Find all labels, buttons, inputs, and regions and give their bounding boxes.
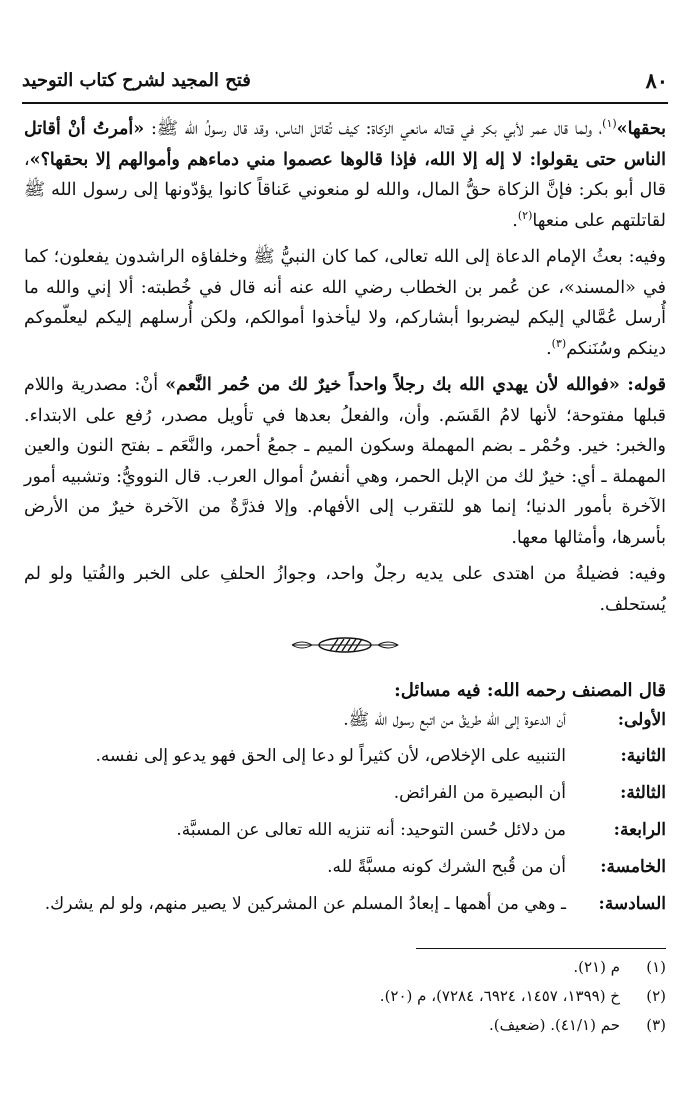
- footnote-separator: [416, 948, 666, 949]
- issue-row: [24, 746, 666, 783]
- footnote-ref-3: (٣): [551, 336, 567, 350]
- issue-row: [24, 857, 666, 894]
- footnote: [24, 958, 666, 987]
- hadith-quote: «فوالله لأن يهدي الله بك رجلاً واحداً خيرٌ لك من حُمر النَّعم»: [165, 375, 620, 395]
- issue-text: من دلائل حُسن التوحيد: أنه تنزيه الله تعالى عن المسبَّة.: [176, 820, 566, 840]
- paragraph-1: [24, 114, 666, 236]
- footnote-ref-2: (٢): [517, 208, 533, 222]
- issue-text: أن من قُبح الشرك كونه مسبَّةً لله.: [327, 857, 566, 877]
- issue-text: ـ وهي من أهمها ـ إبعادُ المسلم عن المشركين لا يصير منهم، ولو لم يشرك.: [44, 894, 566, 914]
- footnotes: [24, 958, 666, 1045]
- main-text: [24, 114, 666, 626]
- issue-label: السادسة:: [598, 894, 666, 914]
- qawluhu-label: قوله:: [619, 375, 666, 395]
- issue-label: الثانية:: [620, 746, 666, 766]
- issue-row: [24, 820, 666, 857]
- issue-label: الأولى:: [617, 710, 666, 730]
- issue-label: الرابعة:: [613, 820, 666, 840]
- issues-title: قال المصنف رحمه الله: فيه مسائل:: [394, 680, 666, 701]
- footnote-text: خ (١٣٩٩، ١٤٥٧، ٦٩٢٤، ٧٢٨٤)، م (٢٠).: [379, 987, 620, 1005]
- page-number: ٨٠: [645, 68, 668, 93]
- issue-row: [24, 894, 666, 931]
- footnote-number: (١): [646, 958, 666, 976]
- issue-label: الثالثة:: [620, 783, 666, 803]
- footnote-text: حم (٤١/١). (ضعيف).: [488, 1016, 620, 1034]
- issue-text: أن البصيرة من الفرائض.: [393, 783, 566, 803]
- paragraph-2: [24, 242, 666, 364]
- footnote: [24, 987, 666, 1016]
- page-header: [22, 62, 668, 104]
- hadith-quote: «أمرتُ أنْ أقاتل الناس حتى يقولوا: لا إله إلا الله، فإذا قالوها عصموا مني دماءهم وأموالهم إلا بحقها؟»: [24, 119, 666, 170]
- footnote-number: (٢): [646, 987, 666, 1005]
- text-run: .: [512, 210, 518, 231]
- issue-text: التنبيه على الإخلاص، لأن كثيراً لو دعا إلى الحق فهو يدعو إلى نفسه.: [95, 746, 566, 766]
- paragraph-4: وفيه: فضيلةُ من اهتدى على يديه رجلٌ واحد، وجوازُ الحلفِ على الخبر والفُتيا ولو لم يُستحلف.: [24, 564, 666, 615]
- running-title: فتح المجيد لشرح كتاب التوحيد: [22, 70, 251, 91]
- footnote-ref-1: (١): [602, 117, 617, 131]
- quote-end: بحقها»: [616, 119, 667, 139]
- text-run: ، ولما قال عمر لأبي بكر في قتاله مانعي الزكاة: كيف تُقاتل الناس، وقد قال رسولُ الله ﷺ:: [144, 119, 603, 139]
- issue-row: [24, 783, 666, 820]
- text-run: وفيه: بعثُ الإمام الدعاة إلى الله تعالى، كما كان النبيُّ ﷺ وخلفاؤه الراشدون يفعلون؛ كما في «المسند»، عن عُمر بن الخطاب رضي الله عنه أنه قال في خُطبته: ألا إني والله ما أُرسل عُمَّالي إليكم ليضربوا أبشاركم، ولا ليأخذوا أموالكم، ولكن أُرسلهم إليكم ليعلّموكم دينكم وسُنَنكم: [24, 247, 666, 359]
- issue-label: الخامسة:: [600, 857, 666, 877]
- text-run: ، قال أبو بكر: فإنَّ الزكاة حقُّ المال، والله لو منعوني عَناقاً كانوا يؤدّونها إلى رسول الله ﷺ لقاتلتهم على منعها: [24, 149, 666, 231]
- footnote-text: م (٢١).: [573, 958, 620, 976]
- text-run: أنْ: مصدرية واللام قبلها مفتوحة؛ لأنها لامُ القَسَم. وأن، والفعلُ بعدها في تأويل مصدر، رُفع على الابتداء. والخبر: خير. وحُمْر ـ بضم المهملة وسكون الميم ـ جمعُ أحمر، والنَّعَم ـ بفتح النون والعين المهملة ـ أي: خيرٌ لك من الإبل الحمر، وهي أنفسُ أموال العرب. قال النوويُّ: وتشبيه أمور الآخرة بأمور الدنيا؛ إنما هو للتقرب إلى الأفهام. وإلا فذرَّةٌ من الآخرة خيرٌ من الأرض بأسرها، وأمثالها معها.: [24, 375, 666, 548]
- footnote: [24, 1016, 666, 1045]
- issue-text: أن الدعوة إلى الله طريقُ من اتبع رسول الله ﷺ.: [343, 710, 566, 730]
- paragraph-3: [24, 370, 666, 553]
- ornament-divider-icon: [290, 630, 400, 660]
- issues-section: [24, 680, 666, 931]
- issue-row: [24, 709, 666, 746]
- footnote-number: (٣): [646, 1016, 666, 1034]
- text-run: .: [546, 338, 552, 359]
